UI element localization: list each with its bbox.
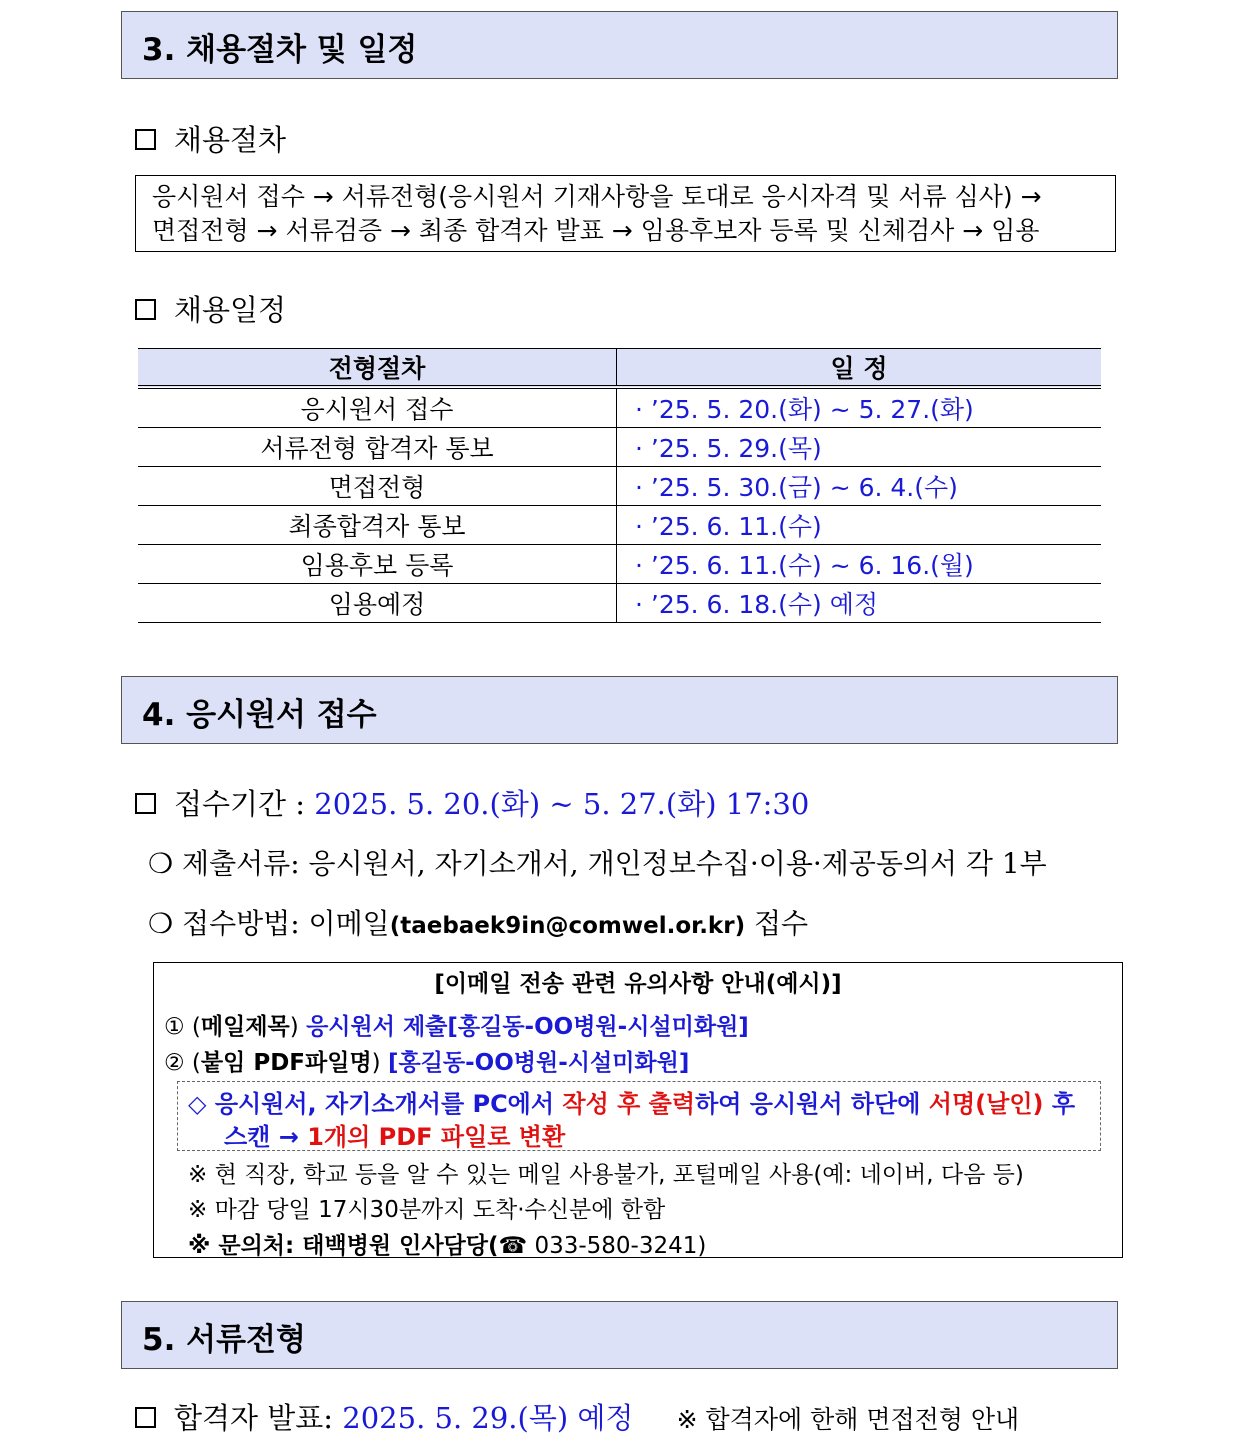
section-title-3: 3. 채용절차 및 일정 xyxy=(142,32,418,68)
schedule-table xyxy=(138,348,1101,623)
notice-note-2: ※ 마감 당일 17시30분까지 도착·수신분에 한함 xyxy=(188,1197,666,1223)
pdf-instruction-line-1: ◇ 응시원서, 자기소개서를 PC에서 작성 후 출력하여 응시원서 하단에 서명(날인) 후 xyxy=(188,1090,1076,1118)
schedule-heading: 채용일정 xyxy=(135,288,286,329)
table-row xyxy=(138,428,1101,467)
step-cell: 임용예정 xyxy=(138,584,617,623)
section-header-4 xyxy=(121,676,1118,744)
col-header-date: 일 정 xyxy=(617,349,1102,388)
date-cell: · ’25. 6. 11.(수) ~ 6. 16.(월) xyxy=(617,545,1102,584)
docs-value: 응시원서, 자기소개서, 개인정보수집·이용·제공동의서 각 1부 xyxy=(308,847,1047,880)
pdf-instruction-line-2: 스캔 → 1개의 PDF 파일로 변환 xyxy=(224,1123,566,1151)
step-cell: 응시원서 접수 xyxy=(138,387,617,428)
screening-result: 합격자 발표: 2025. 5. 29.(목) 예정 ※ 합격자에 한해 면접전형 안내 xyxy=(135,1396,1019,1437)
result-value: 2025. 5. 29.(목) 예정 xyxy=(342,1401,634,1435)
circle-bullet-icon: ❍ xyxy=(148,907,174,940)
notice-note-1: ※ 현 직장, 학교 등을 알 수 있는 메일 사용불가, 포털메일 사용(예: 네이버, 다음 등) xyxy=(188,1162,1024,1188)
date-cell: · ’25. 5. 29.(목) xyxy=(617,428,1102,467)
col-header-step: 전형절차 xyxy=(138,349,617,388)
section-header-3 xyxy=(121,11,1118,79)
notice-item-2: ② (붙임 PDF파일명) [홍길동-OO병원-시설미화원] xyxy=(164,1050,690,1076)
screening-note: ※ 합격자에 한해 면접전형 안내 xyxy=(676,1405,1020,1434)
table-row xyxy=(138,506,1101,545)
notice-title: [이메일 전송 관련 유의사항 안내(예시)] xyxy=(434,971,842,997)
notice-item-1: ① (메일제목) 응시원서 제출[홍길동-OO병원-시설미화원] xyxy=(164,1014,749,1040)
table-row xyxy=(138,584,1101,623)
checkbox-icon xyxy=(135,129,156,150)
phone-icon: ☎ 033-580-3241) xyxy=(498,1233,707,1259)
table-row xyxy=(138,387,1101,428)
table-row xyxy=(138,467,1101,506)
section-title-5: 5. 서류전형 xyxy=(142,1322,306,1358)
period-value: 2025. 5. 20.(화) ~ 5. 27.(화) 17:30 xyxy=(314,787,810,821)
step-cell: 임용후보 등록 xyxy=(138,545,617,584)
pdf-instruction-box xyxy=(177,1081,1101,1151)
section-title-4: 4. 응시원서 접수 xyxy=(142,697,377,733)
date-cell: · ’25. 6. 11.(수) xyxy=(617,506,1102,545)
circle-bullet-icon: ❍ xyxy=(148,847,174,880)
table-header-row xyxy=(138,349,1101,388)
table-row xyxy=(138,545,1101,584)
checkbox-icon xyxy=(135,793,156,814)
checkbox-icon xyxy=(135,299,156,320)
date-cell: · ’25. 5. 30.(금) ~ 6. 4.(수) xyxy=(617,467,1102,506)
procedure-line-2: 면접전형 → 서류검증 → 최종 합격자 발표 → 임용후보자 등록 및 신체검사 → 임용 xyxy=(152,216,1040,245)
step-cell: 서류전형 합격자 통보 xyxy=(138,428,617,467)
step-cell: 면접전형 xyxy=(138,467,617,506)
notice-contact: ※ 문의처: 태백병원 인사담당(☎ 033-580-3241) xyxy=(188,1233,707,1259)
section-header-5 xyxy=(121,1301,1118,1369)
email-notice-box xyxy=(153,962,1123,1258)
checkbox-icon xyxy=(135,1407,156,1428)
application-period: 접수기간 : 2025. 5. 20.(화) ~ 5. 27.(화) 17:30 xyxy=(135,782,809,823)
submission-method: ❍ 접수방법: 이메일(taebaek9in@comwel.or.kr) 접수 xyxy=(148,907,809,940)
step-cell: 최종합격자 통보 xyxy=(138,506,617,545)
procedure-heading: 채용절차 xyxy=(135,118,286,159)
procedure-box xyxy=(135,175,1116,252)
email-address: (taebaek9in@comwel.or.kr) xyxy=(389,913,746,939)
procedure-line-1: 응시원서 접수 → 서류전형(응시원서 기재사항을 토대로 응시자격 및 서류 심사) → xyxy=(152,182,1042,211)
date-cell: · ’25. 5. 20.(화) ~ 5. 27.(화) xyxy=(617,387,1102,428)
submission-docs: ❍ 제출서류: 응시원서, 자기소개서, 개인정보수집·이용·제공동의서 각 1부 xyxy=(148,847,1047,880)
date-cell: · ’25. 6. 18.(수) 예정 xyxy=(617,584,1102,623)
